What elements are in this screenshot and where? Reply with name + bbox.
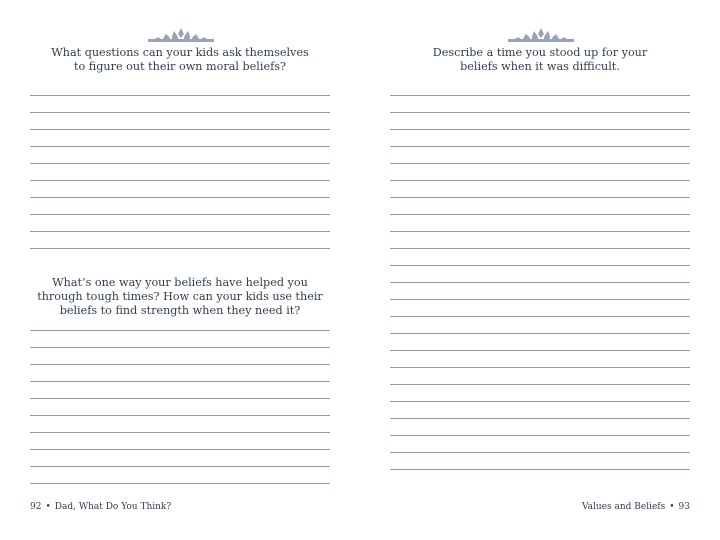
section-title: Values and Beliefs: [581, 502, 666, 512]
writing-line: [390, 231, 690, 232]
decorative-flourish-icon: [148, 28, 214, 42]
question-line: beliefs to find strength when they need it?: [59, 304, 301, 317]
writing-line: [390, 265, 690, 266]
writing-line: [30, 364, 330, 365]
writing-line: [30, 129, 330, 130]
writing-line: [390, 401, 690, 402]
answer-lines-1[interactable]: [30, 95, 330, 255]
answer-lines-2[interactable]: [30, 330, 330, 485]
question-line: through tough times? How can your kids use their: [37, 290, 323, 303]
question-line: to figure out their own moral beliefs?: [74, 60, 286, 73]
writing-line: [390, 214, 690, 215]
writing-line: [30, 330, 330, 331]
writing-line: [30, 449, 330, 450]
writing-line: [390, 452, 690, 453]
writing-line: [30, 95, 330, 96]
writing-line: [30, 146, 330, 147]
writing-line: [390, 435, 690, 436]
writing-line: [390, 333, 690, 334]
writing-line: [30, 197, 330, 198]
right-page: [360, 0, 720, 540]
footer-bullet: •: [45, 502, 51, 512]
question-beliefs-tough-times: [30, 276, 330, 318]
writing-line: [390, 469, 690, 470]
writing-line: [30, 483, 330, 484]
writing-line: [390, 95, 690, 96]
writing-line: [390, 367, 690, 368]
page-number: 93: [678, 502, 690, 512]
writing-line: [390, 146, 690, 147]
page-number: 92: [30, 502, 42, 512]
writing-line: [390, 248, 690, 249]
writing-line: [390, 163, 690, 164]
writing-line: [30, 347, 330, 348]
footer-right: [582, 502, 690, 512]
writing-line: [390, 197, 690, 198]
writing-line: [30, 248, 330, 249]
footer-left: [30, 502, 171, 512]
writing-line: [30, 415, 330, 416]
writing-line: [30, 398, 330, 399]
writing-line: [390, 112, 690, 113]
writing-line: [30, 180, 330, 181]
question-moral-beliefs: [30, 46, 330, 74]
decorative-flourish-icon: [508, 28, 574, 42]
writing-line: [390, 129, 690, 130]
writing-line: [30, 466, 330, 467]
answer-lines-3[interactable]: [390, 95, 690, 485]
question-line: What questions can your kids ask themselves: [51, 46, 309, 59]
writing-line: [390, 316, 690, 317]
writing-line: [30, 163, 330, 164]
writing-line: [30, 112, 330, 113]
book-title: Dad, What Do You Think?: [54, 502, 172, 512]
footer-bullet: •: [669, 502, 675, 512]
writing-line: [30, 231, 330, 232]
writing-line: [30, 214, 330, 215]
writing-line: [30, 432, 330, 433]
question-line: Describe a time you stood up for your: [432, 46, 648, 59]
writing-line: [390, 418, 690, 419]
writing-line: [390, 384, 690, 385]
question-line: beliefs when it was difficult.: [460, 60, 620, 73]
question-line: What’s one way your beliefs have helped you: [52, 276, 308, 289]
writing-line: [390, 282, 690, 283]
writing-line: [30, 381, 330, 382]
writing-line: [390, 299, 690, 300]
writing-line: [390, 350, 690, 351]
question-stood-up: [390, 46, 690, 74]
writing-line: [390, 180, 690, 181]
